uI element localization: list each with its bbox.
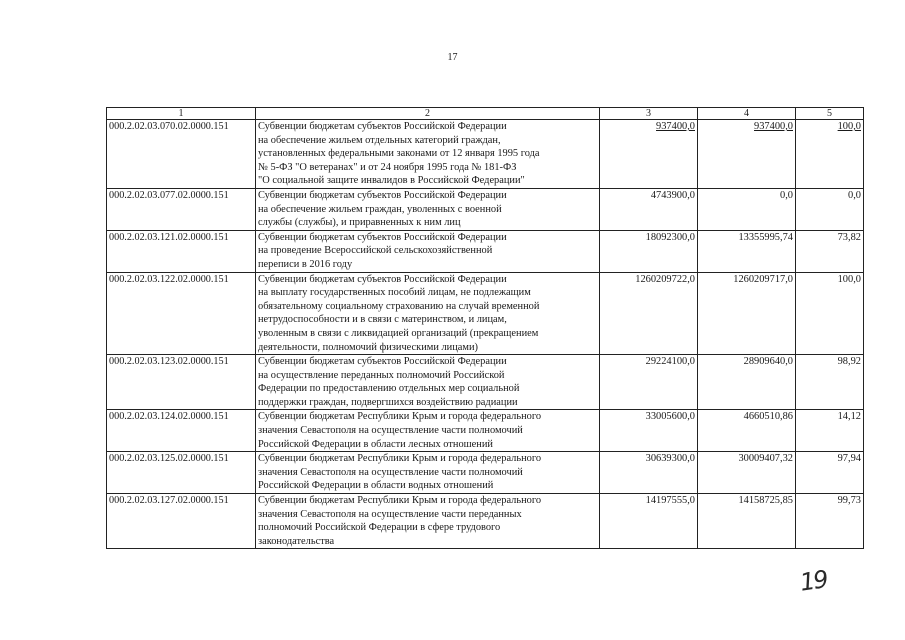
- value-col3: 1260209722,0: [600, 272, 698, 355]
- budget-code: 000.2.02.03.125.02.0000.151: [107, 452, 256, 494]
- value-col4: 1260209717,0: [698, 272, 796, 355]
- column-header-2: 2: [256, 108, 600, 120]
- value-col3: 18092300,0: [600, 230, 698, 272]
- value-col5: 100,0: [796, 120, 864, 189]
- table-row: [107, 272, 864, 355]
- table-row: [107, 452, 864, 494]
- page-number: 17: [447, 52, 458, 63]
- column-header-1: 1: [107, 108, 256, 120]
- budget-code: 000.2.02.03.124.02.0000.151: [107, 410, 256, 452]
- value-col4: 937400,0: [698, 120, 796, 189]
- row-description: Субвенции бюджетам субъектов Российской Федерации на проведение Всероссийской сельскохозяйственной переписи в 2016 году: [256, 230, 600, 272]
- table-row: [107, 120, 864, 189]
- value-col5: 99,73: [796, 494, 864, 549]
- row-description: Субвенции бюджетам субъектов Российской Федерации на обеспечение жильем отдельных категорий граждан, установленных федеральными законами от 12 января 1995 года № 5-ФЗ "О ветеранах" и от 24 ноября 1995 года № 181-ФЗ "О социальной защите инвалидов в Российской Федерации": [256, 120, 600, 189]
- value-col4: 4660510,86: [698, 410, 796, 452]
- value-col4: 14158725,85: [698, 494, 796, 549]
- handwritten-page-number: 19: [798, 565, 829, 597]
- value-col5: 100,0: [796, 272, 864, 355]
- value-col4: 30009407,32: [698, 452, 796, 494]
- table-row: [107, 355, 864, 410]
- row-description: Субвенции бюджетам субъектов Российской Федерации на осуществление переданных полномочий Российской Федерации по предоставлению отдельных мер социальной поддержки граждан, подвергшихся воздействию радиации: [256, 355, 600, 410]
- column-header-3: 3: [600, 108, 698, 120]
- row-description: Субвенции бюджетам субъектов Российской Федерации на обеспечение жильем граждан, уволенных с военной службы (службы), и приравненных к ним лиц: [256, 188, 600, 230]
- budget-code: 000.2.02.03.077.02.0000.151: [107, 188, 256, 230]
- value-col3: 29224100,0: [600, 355, 698, 410]
- budget-code: 000.2.02.03.121.02.0000.151: [107, 230, 256, 272]
- value-col4: 13355995,74: [698, 230, 796, 272]
- row-description: Субвенции бюджетам Республики Крым и города федерального значения Севастополя на осуществление части полномочий Российской Федерации в области водных отношений: [256, 452, 600, 494]
- table-header-row: [107, 108, 864, 120]
- table-row: [107, 188, 864, 230]
- budget-code: 000.2.02.03.070.02.0000.151: [107, 120, 256, 189]
- value-col5: 97,94: [796, 452, 864, 494]
- value-col4: 28909640,0: [698, 355, 796, 410]
- budget-code: 000.2.02.03.127.02.0000.151: [107, 494, 256, 549]
- table-row: [107, 494, 864, 549]
- value-col5: 73,82: [796, 230, 864, 272]
- column-header-5: 5: [796, 108, 864, 120]
- value-col3: 937400,0: [600, 120, 698, 189]
- row-description: Субвенции бюджетам Республики Крым и города федерального значения Севастополя на осуществление части полномочий Российской Федерации в области лесных отношений: [256, 410, 600, 452]
- budget-code: 000.2.02.03.122.02.0000.151: [107, 272, 256, 355]
- value-col5: 98,92: [796, 355, 864, 410]
- value-col4: 0,0: [698, 188, 796, 230]
- budget-code: 000.2.02.03.123.02.0000.151: [107, 355, 256, 410]
- value-col3: 30639300,0: [600, 452, 698, 494]
- value-col3: 33005600,0: [600, 410, 698, 452]
- value-col5: 0,0: [796, 188, 864, 230]
- column-header-4: 4: [698, 108, 796, 120]
- table-row: [107, 410, 864, 452]
- table-row: [107, 230, 864, 272]
- row-description: Субвенции бюджетам Республики Крым и города федерального значения Севастополя на осуществление части переданных полномочий Российской Федерации в сфере трудового законодательства: [256, 494, 600, 549]
- value-col3: 4743900,0: [600, 188, 698, 230]
- value-col3: 14197555,0: [600, 494, 698, 549]
- value-col5: 14,12: [796, 410, 864, 452]
- row-description: Субвенции бюджетам субъектов Российской Федерации на выплату государственных пособий лицам, не подлежащим обязательному социальному страхованию на случай временной нетрудоспособности и в связи с материнством, и лицам, уволенным в связи с ликвидацией организаций (прекращением деятельности, полномочий физическими лицами): [256, 272, 600, 355]
- budget-table: [106, 107, 864, 549]
